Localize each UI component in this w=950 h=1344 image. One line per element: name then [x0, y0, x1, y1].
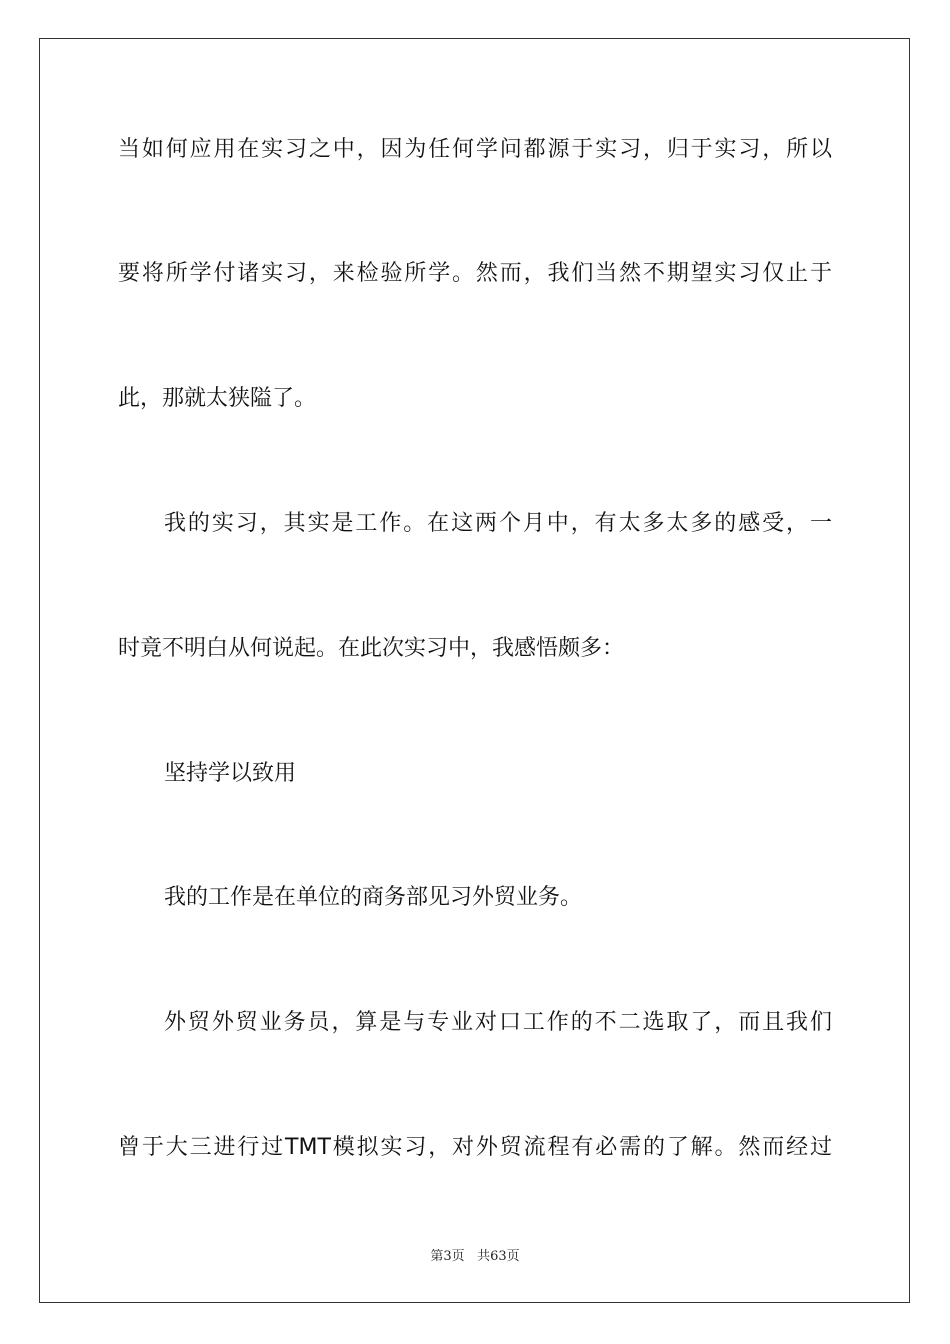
page-total: 共63页 [477, 1249, 520, 1264]
body-line-4: 我的实习，其实是工作。在这两个月中，有太多太多的感受，一 [164, 511, 832, 536]
section-heading: 坚持学以致用 [164, 761, 297, 786]
page-border [39, 38, 910, 1303]
body-line-5: 时竟不明白从何说起。在此次实习中，我感悟颇多： [118, 636, 625, 661]
page-number: 第3页 [430, 1249, 465, 1264]
body-line-2: 要将所学付诸实习，来检验所学。然而，我们当然不期望实习仅止于 [118, 261, 832, 286]
page-footer [0, 1245, 950, 1264]
body-line-9: 曾于大三进行过TMT模拟实习，对外贸流程有必需的了解。然而经过 [118, 1135, 832, 1160]
body-line-3: 此，那就太狭隘了。 [118, 386, 317, 411]
body-line-7: 我的工作是在单位的商务部见习外贸业务。 [164, 885, 583, 910]
body-line-1: 当如何应用在实习之中，因为任何学问都源于实习，归于实习，所以 [118, 137, 832, 162]
body-line-8: 外贸外贸业务员，算是与专业对口工作的不二选取了，而且我们 [164, 1010, 832, 1035]
